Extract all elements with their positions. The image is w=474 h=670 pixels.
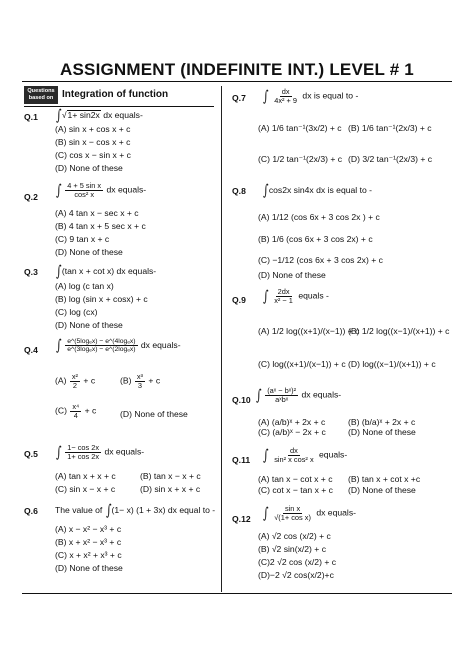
option-c: (C) x + x² + x³ + c: [55, 550, 122, 560]
question-stem: ∫(tan x + cot x) dx equals-: [56, 262, 157, 280]
option-b: (B) sin x − cos x + c: [55, 137, 131, 147]
question-number: Q.1: [24, 112, 38, 122]
option-c: (C) (a/b)ˣ − 2x + c: [258, 427, 326, 437]
bottom-rule: [22, 593, 452, 594]
question-stem: ∫√1+ sin2x dx equals-: [56, 106, 143, 124]
integral-sign-icon: ∫: [56, 106, 62, 124]
fraction: $\frac{\text{e\textasciicircum{}(5logₑx) − e\textasciicircum{}(4logₑx)}}{\text{e\textasciicircum{}(3logₑx) − e\textasciicircum{}(2logₑx)}}$: [67, 338, 136, 354]
option-c: (C) 1/2 tan⁻¹(2x/3) + c: [258, 154, 343, 164]
question-stem: ∫ $\frac{\text{e\textasciicircum{}(5logₑx) − e\textasciicircum{}(4logₑx)}}{\text{e\textasciicircum{}(3logₑx) − e\textasciicircum{}(2logₑx)}}$ dx equals-: [56, 336, 181, 355]
option-d: (D) sin x + x + c: [140, 484, 201, 494]
option-c: (C) 9 tan x + c: [55, 234, 110, 244]
option-d: (D) None of these: [348, 427, 416, 437]
option-c: (C) sin x − x + c: [55, 484, 116, 494]
question-number: Q.3: [24, 267, 38, 277]
option-d: (D) 3/2 tan⁻¹(2x/3) + c: [348, 154, 433, 164]
question-number: Q.8: [232, 186, 246, 196]
option-d: (D) None of these: [258, 270, 326, 280]
option-d: (D) None of these: [55, 563, 123, 573]
option-a: (A) sin x + cos x + c: [55, 124, 131, 134]
question-stem: ∫ $\frac{\text{4 + 5 sin x}}{\text{cos² x}}$ dx equals-: [56, 180, 147, 199]
option-b: (B) 1/6 (cos 6x + 3 cos 2x) + c: [258, 234, 373, 244]
option-b: (B) tan x + cot x +c: [348, 474, 421, 484]
option-c: (C)2 √2 cos (x/2) + c: [258, 557, 337, 567]
integral-sign-icon: ∫: [263, 445, 269, 464]
option-b: (B) √2 sin(x/2) + c: [258, 544, 326, 554]
option-b: (B) tan x − x + c: [140, 471, 201, 481]
fraction: $\frac{dx}{\text{sin² x cos² x}}$: [274, 446, 314, 464]
section-underline: [24, 106, 214, 107]
integral-sign-icon: ∫: [256, 385, 262, 404]
question-number: Q.2: [24, 192, 38, 202]
integral-sign-icon: ∫: [56, 336, 62, 355]
question-stem: ∫ $\frac{dx}{\text{4x² + 9}}$ dx is equal to -: [263, 86, 359, 105]
fraction: $\frac{2dx}{\text{x² − 1}}$: [274, 287, 293, 305]
integral-sign-icon: ∫: [56, 262, 62, 280]
option-d: (D) None of these: [55, 247, 123, 257]
option-a: (A) tan x − cot x + c: [258, 474, 333, 484]
option-c: (C) $\frac{\text{x⁴}}{4}$ + c: [55, 402, 97, 420]
section-title: Integration of function: [62, 89, 169, 100]
option-d: (D) None of these: [348, 485, 416, 495]
option-d: (D) log((x−1)/(x+1)) + c: [348, 359, 436, 369]
integral-sign-icon: ∫: [105, 501, 112, 519]
question-number: Q.9: [232, 295, 246, 305]
option-d: (D) None of these: [55, 320, 123, 330]
option-b: (B) log (sin x + cosx) + c: [55, 294, 148, 304]
title-rule: [22, 81, 452, 82]
column-divider: [221, 86, 222, 592]
option-c: (C) cot x − tan x + c: [258, 485, 333, 495]
question-stem: ∫cos2x sin4x dx is equal to -: [263, 181, 373, 199]
question-number: Q.12: [232, 514, 251, 524]
option-a: (A) $\frac{\text{x²}}{2}$ + c: [55, 372, 96, 390]
fraction: $\frac{\text{4 + 5 sin x}}{\text{cos² x}}$: [67, 181, 102, 199]
question-number: Q.10: [232, 395, 251, 405]
integral-sign-icon: ∫: [56, 180, 62, 199]
question-number: Q.6: [24, 506, 38, 516]
option-b: (B) $\frac{\text{x³}}{3}$ + c: [120, 372, 161, 390]
page-title: ASSIGNMENT (INDEFINITE INT.) LEVEL # 1: [60, 60, 414, 79]
option-d: (D) None of these: [120, 409, 188, 419]
question-stem: ∫ $\frac{2dx}{\text{x² − 1}}$ equals -: [263, 286, 329, 305]
option-a: (A) 1/12 (cos 6x + 3 cos 2x ) + c: [258, 212, 380, 222]
option-a: (A) 4 tan x − sec x + c: [55, 208, 139, 218]
fraction: $\frac{\text{(aˣ − bˣ)²}}{\text{aˣbˣ}}$: [267, 386, 297, 404]
integral-sign-icon: ∫: [263, 503, 269, 522]
integral-sign-icon: ∫: [263, 286, 269, 305]
integral-sign-icon: ∫: [263, 86, 269, 105]
question-number: Q.5: [24, 449, 38, 459]
section-tag: Questions based on: [24, 86, 58, 104]
option-c: (C) log (cx): [55, 307, 98, 317]
option-b: (B) x + x² − x³ + c: [55, 537, 122, 547]
integral-sign-icon: ∫: [56, 442, 62, 461]
option-a: (A) tan x + x + c: [55, 471, 116, 481]
option-b: (B) 4 tan x + 5 sec x + c: [55, 221, 146, 231]
question-stem: The value of ∫(1− x) (1 + 3x) dx equal to -: [55, 501, 216, 519]
option-a: (A) √2 cos (x/2) + c: [258, 531, 331, 541]
fraction: $\frac{dx}{\text{4x² + 9}}$: [274, 87, 298, 105]
option-a: (A) (a/b)ˣ + 2x + c: [258, 417, 326, 427]
fraction: $\frac{\text{sin x}}{\text{√(1+ cos x)}}$: [274, 504, 311, 522]
question-stem: ∫ $\frac{\text{sin x}}{\text{√(1+ cos x)}}$ dx equals-: [263, 503, 356, 522]
option-b: (B) 1/6 tan⁻¹(2x/3) + c: [348, 123, 432, 133]
option-c: (C) log((x+1)/(x−1)) + c: [258, 359, 346, 369]
option-d: (D) None of these: [55, 163, 123, 173]
option-c: (C) −1/12 (cos 6x + 3 cos 2x) + c: [258, 255, 383, 265]
option-a: (A) 1/2 log((x+1)/(x−1)) + c: [258, 326, 360, 336]
option-b: (B) (b/a)ˣ + 2x + c: [348, 417, 416, 427]
question-stem: ∫ $\frac{1- \cos 2x}{1+ \cos 2x}$ dx equals-: [56, 442, 145, 461]
radicand: 1+ sin2x: [67, 109, 100, 120]
question-number: Q.4: [24, 345, 38, 355]
question-stem: ∫ $\frac{dx}{\text{sin² x cos² x}}$ equals-: [263, 445, 348, 464]
question-stem: ∫ $\frac{\text{(aˣ − bˣ)²}}{\text{aˣbˣ}}$ dx equals-: [256, 385, 342, 404]
integral-sign-icon: ∫: [263, 181, 269, 199]
question-number: Q.7: [232, 93, 246, 103]
fraction: $\frac{1- \cos 2x}{1+ \cos 2x}$: [67, 443, 100, 461]
option-a: (A) log (c tan x): [55, 281, 114, 291]
option-d: (D)−2 √2 cos(x/2)+c: [258, 570, 334, 580]
option-b: (B) 1/2 log((x−1)/(x+1)) + c: [348, 326, 450, 336]
option-a: (A) 1/6 tan⁻¹(3x/2) + c: [258, 123, 342, 133]
option-c: (C) cos x − sin x + c: [55, 150, 131, 160]
question-number: Q.11: [232, 455, 251, 465]
option-a: (A) x − x² − x³ + c: [55, 524, 122, 534]
